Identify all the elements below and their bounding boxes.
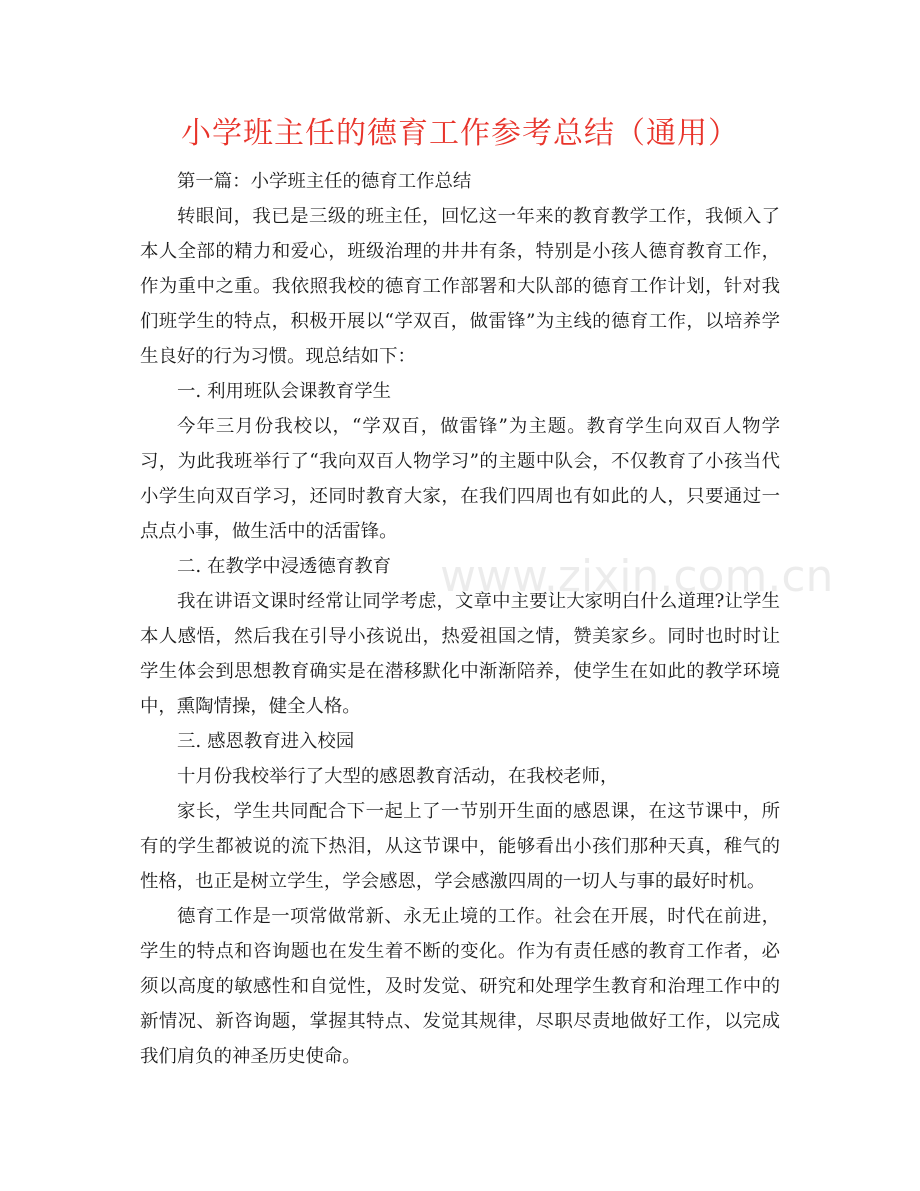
document-title: 小学班主任的德育工作参考总结（通用） bbox=[181, 116, 739, 151]
watermark: www.zixin.com.cn bbox=[440, 551, 834, 602]
body-paragraph-intro: 转眼间，我已是三级的班主任，回忆这一年来的教育教学工作，我倾入了本人全部的精力和爱心，班级治理的井井有条，特别是小孩人德育教育工作，作为重中之重。我依照我校的德育工作部署和大队部的德育工作计划，针对我们班学生的特点，积极开展以“学双百，做雷锋”为主线的德育工作，以培养学生良好的行为习惯。现总结如下： bbox=[140, 206, 780, 367]
body-paragraph-1: 今年三月份我校以，“学双百，做雷锋”为主题。教育学生向双百人物学习，为此我班举行了“我向双百人物学习”的主题中队会，不仅教育了小孩当代小学生向双百学习，还同时教育大家，在我们四周也有如此的人，只要通过一点点小事，做生活中的活雷锋。 bbox=[140, 416, 780, 542]
section-heading-3: 三. 感恩教育进入校园 bbox=[177, 731, 355, 752]
document-body bbox=[140, 164, 780, 1074]
section-heading-1: 一. 利用班队会课教育学生 bbox=[177, 381, 391, 402]
body-paragraph-3a: 十月份我校举行了大型的感恩教育活动，在我校老师， bbox=[177, 766, 619, 787]
section-heading-part-one: 第一篇：小学班主任的德育工作总结 bbox=[177, 171, 472, 192]
section-heading-2: 二. 在教学中浸透德育教育 bbox=[177, 556, 391, 577]
body-paragraph-conclusion: 德育工作是一项常做常新、永无止境的工作。社会在开展，时代在前进，学生的特点和咨询题也在发生着不断的变化。作为有责任感的教育工作者，必须以高度的敏感性和自觉性，及时发觉、研究和处理学生教育和治理工作中的新情况、新咨询题，掌握其特点、发觉其规律，尽职尽责地做好工作，以完成我们肩负的神圣历史使命。 bbox=[140, 906, 780, 1067]
body-paragraph-3b: 家长，学生共同配合下一起上了一节别开生面的感恩课，在这节课中，所有的学生都被说的流下热泪，从这节课中，能够看出小孩们那种天真，稚气的性格，也正是树立学生，学会感恩，学会感激四周的一切人与事的最好时机。 bbox=[140, 801, 780, 892]
body-paragraph-2: 我在讲语文课时经常让同学考虑，文章中主要让大家明白什么道理?让学生本人感悟，然后我在引导小孩说出，热爱祖国之情，赞美家乡。同时也时时让学生体会到思想教育确实是在潜移默化中渐渐陪养，使学生在如此的教学环境中，熏陶情操，健全人格。 bbox=[140, 591, 780, 717]
